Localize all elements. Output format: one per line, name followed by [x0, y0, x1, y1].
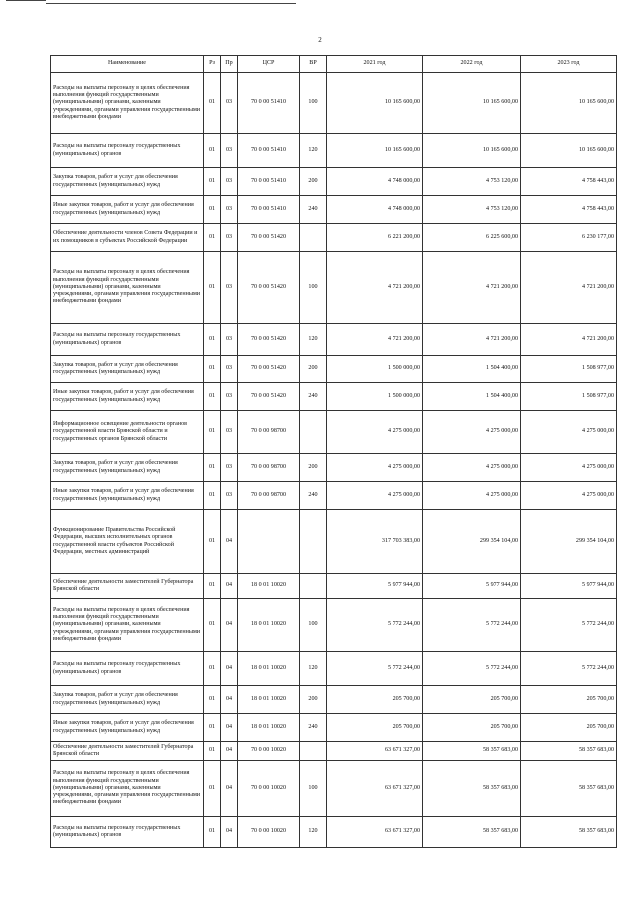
table-row [51, 510, 617, 574]
cell-y2023: 4 721 200,00 [521, 324, 617, 356]
cell-y2021: 4 748 000,00 [327, 196, 423, 224]
cell-csr: 70 0 00 51410 [238, 73, 300, 134]
cell-y2022: 1 504 400,00 [423, 356, 521, 383]
cell-vr: 200 [300, 686, 327, 714]
header-name: Наименование [51, 56, 204, 73]
cell-vr: 240 [300, 714, 327, 742]
cell-name: Закупка товаров, работ и услуг для обеспечения государственных (муниципальных) нужд [51, 686, 204, 714]
cell-name: Функционирование Правительства Российской Федерации, высших исполнительных органов государственной власти субъектов Российской Федерации, местных администраций [51, 510, 204, 574]
cell-y2023: 1 508 977,00 [521, 356, 617, 383]
cell-y2022: 5 772 244,00 [423, 652, 521, 686]
cell-csr: 70 0 00 98700 [238, 411, 300, 454]
cell-csr [238, 510, 300, 574]
cell-name: Иные закупки товаров, работ и услуг для обеспечения государственных (муниципальных) нужд [51, 383, 204, 411]
cell-csr: 18 0 01 10020 [238, 599, 300, 652]
table-row [51, 411, 617, 454]
cell-y2022: 4 721 200,00 [423, 324, 521, 356]
cell-vr: 240 [300, 196, 327, 224]
cell-y2022: 58 357 683,00 [423, 761, 521, 817]
cell-rz: 01 [204, 652, 221, 686]
cell-y2022: 4 753 120,00 [423, 196, 521, 224]
cell-vr: 240 [300, 383, 327, 411]
cell-name: Закупка товаров, работ и услуг для обеспечения государственных (муниципальных) нужд [51, 454, 204, 482]
cell-y2021: 317 703 383,00 [327, 510, 423, 574]
cell-name: Расходы на выплаты персоналу государственных (муниципальных) органов [51, 652, 204, 686]
table-row [51, 324, 617, 356]
cell-csr: 70 0 00 51420 [238, 252, 300, 324]
cell-pr: 03 [221, 356, 238, 383]
cell-y2021: 5 772 244,00 [327, 599, 423, 652]
cell-csr: 18 0 01 10020 [238, 574, 300, 599]
table-row [51, 761, 617, 817]
cell-rz: 01 [204, 714, 221, 742]
cell-rz: 01 [204, 761, 221, 817]
cell-name: Обеспечение деятельности заместителей Губернатора Брянской области [51, 742, 204, 761]
table-header-row [51, 56, 617, 73]
cell-y2021: 5 977 944,00 [327, 574, 423, 599]
cell-y2022: 4 275 000,00 [423, 454, 521, 482]
cell-csr: 70 0 00 10020 [238, 742, 300, 761]
cell-y2022: 1 504 400,00 [423, 383, 521, 411]
cell-vr [300, 411, 327, 454]
cell-pr: 03 [221, 454, 238, 482]
cell-name: Иные закупки товаров, работ и услуг для обеспечения государственных (муниципальных) нужд [51, 714, 204, 742]
cell-pr: 03 [221, 224, 238, 252]
cell-y2021: 4 721 200,00 [327, 252, 423, 324]
cell-csr: 18 0 01 10020 [238, 652, 300, 686]
cell-vr: 100 [300, 252, 327, 324]
cell-vr: 200 [300, 356, 327, 383]
cell-vr [300, 574, 327, 599]
cell-rz: 01 [204, 742, 221, 761]
cell-y2021: 4 275 000,00 [327, 454, 423, 482]
cell-y2021: 10 165 600,00 [327, 73, 423, 134]
cell-y2021: 5 772 244,00 [327, 652, 423, 686]
cell-name: Закупка товаров, работ и услуг для обеспечения государственных (муниципальных) нужд [51, 356, 204, 383]
cell-y2021: 63 671 327,00 [327, 761, 423, 817]
cell-name: Иные закупки товаров, работ и услуг для обеспечения государственных (муниципальных) нужд [51, 196, 204, 224]
cell-y2022: 4 721 200,00 [423, 252, 521, 324]
cell-y2023: 10 165 600,00 [521, 134, 617, 168]
cell-y2023: 299 354 104,00 [521, 510, 617, 574]
top-rule-left [6, 0, 46, 1]
cell-y2022: 58 357 683,00 [423, 817, 521, 848]
cell-y2021: 10 165 600,00 [327, 134, 423, 168]
cell-rz: 01 [204, 252, 221, 324]
table-row [51, 383, 617, 411]
cell-name: Расходы на выплаты персоналу в целях обеспечения выполнения функций государственными (муниципальными) органами, казенными учреждениями, органами управления государственными внебюджетными фондами [51, 599, 204, 652]
cell-rz: 01 [204, 168, 221, 196]
cell-vr: 200 [300, 168, 327, 196]
cell-y2021: 1 500 000,00 [327, 383, 423, 411]
cell-y2022: 5 977 944,00 [423, 574, 521, 599]
cell-rz: 01 [204, 383, 221, 411]
cell-y2021: 1 500 000,00 [327, 356, 423, 383]
cell-y2022: 58 357 683,00 [423, 742, 521, 761]
cell-rz: 01 [204, 73, 221, 134]
cell-y2021: 4 275 000,00 [327, 411, 423, 454]
budget-table [50, 55, 617, 848]
top-rule [46, 3, 296, 4]
cell-pr: 04 [221, 714, 238, 742]
cell-y2022: 4 753 120,00 [423, 168, 521, 196]
header-vr: ВР [300, 56, 327, 73]
cell-y2021: 6 221 200,00 [327, 224, 423, 252]
table-row [51, 224, 617, 252]
cell-y2021: 4 748 000,00 [327, 168, 423, 196]
cell-y2022: 10 165 600,00 [423, 73, 521, 134]
cell-y2022: 4 275 000,00 [423, 482, 521, 510]
cell-name: Расходы на выплаты персоналу государственных (муниципальных) органов [51, 324, 204, 356]
cell-rz: 01 [204, 686, 221, 714]
cell-y2023: 5 772 244,00 [521, 599, 617, 652]
table-row [51, 686, 617, 714]
cell-y2021: 63 671 327,00 [327, 742, 423, 761]
cell-pr: 03 [221, 482, 238, 510]
cell-y2021: 4 721 200,00 [327, 324, 423, 356]
cell-pr: 04 [221, 652, 238, 686]
header-csr: ЦСР [238, 56, 300, 73]
table-row [51, 482, 617, 510]
table-row [51, 196, 617, 224]
cell-pr: 03 [221, 73, 238, 134]
header-2021: 2021 год [327, 56, 423, 73]
cell-vr: 240 [300, 482, 327, 510]
cell-name: Иные закупки товаров, работ и услуг для обеспечения государственных (муниципальных) нужд [51, 482, 204, 510]
cell-name: Обеспечение деятельности заместителей Губернатора Брянской области [51, 574, 204, 599]
cell-vr [300, 224, 327, 252]
cell-csr: 70 0 00 10020 [238, 817, 300, 848]
cell-rz: 01 [204, 574, 221, 599]
cell-csr: 70 0 00 10020 [238, 761, 300, 817]
cell-csr: 18 0 01 10020 [238, 686, 300, 714]
cell-y2021: 205 700,00 [327, 686, 423, 714]
cell-y2022: 205 700,00 [423, 714, 521, 742]
table-row [51, 252, 617, 324]
cell-rz: 01 [204, 411, 221, 454]
cell-y2023: 4 275 000,00 [521, 482, 617, 510]
cell-rz: 01 [204, 134, 221, 168]
cell-vr [300, 510, 327, 574]
cell-rz: 01 [204, 817, 221, 848]
cell-y2023: 4 758 443,00 [521, 168, 617, 196]
cell-csr: 70 0 00 51420 [238, 383, 300, 411]
header-pr: Пр [221, 56, 238, 73]
cell-y2023: 4 758 443,00 [521, 196, 617, 224]
table-row [51, 356, 617, 383]
cell-pr: 03 [221, 168, 238, 196]
cell-y2023: 5 977 944,00 [521, 574, 617, 599]
cell-name: Расходы на выплаты персоналу в целях обеспечения выполнения функций государственными (муниципальными) органами, казенными учреждениями, органами управления государственными внебюджетными фондами [51, 761, 204, 817]
cell-y2021: 4 275 000,00 [327, 482, 423, 510]
cell-y2023: 4 275 000,00 [521, 411, 617, 454]
table-row [51, 134, 617, 168]
table-row [51, 599, 617, 652]
cell-vr [300, 742, 327, 761]
cell-vr: 100 [300, 599, 327, 652]
cell-y2023: 6 230 177,00 [521, 224, 617, 252]
cell-pr: 04 [221, 574, 238, 599]
cell-y2022: 10 165 600,00 [423, 134, 521, 168]
cell-csr: 70 0 00 51420 [238, 224, 300, 252]
cell-pr: 04 [221, 599, 238, 652]
cell-vr: 100 [300, 761, 327, 817]
cell-rz: 01 [204, 510, 221, 574]
cell-rz: 01 [204, 482, 221, 510]
cell-y2021: 205 700,00 [327, 714, 423, 742]
cell-y2022: 205 700,00 [423, 686, 521, 714]
cell-y2023: 10 165 600,00 [521, 73, 617, 134]
cell-pr: 03 [221, 134, 238, 168]
cell-pr: 03 [221, 411, 238, 454]
cell-vr: 120 [300, 134, 327, 168]
cell-y2022: 6 225 600,00 [423, 224, 521, 252]
cell-csr: 70 0 00 51410 [238, 134, 300, 168]
cell-pr: 03 [221, 252, 238, 324]
cell-y2022: 5 772 244,00 [423, 599, 521, 652]
cell-name: Расходы на выплаты персоналу в целях обеспечения выполнения функций государственными (муниципальными) органами, казенными учреждениями, органами управления государственными внебюджетными фондами [51, 252, 204, 324]
cell-pr: 04 [221, 817, 238, 848]
cell-rz: 01 [204, 324, 221, 356]
table-row [51, 454, 617, 482]
cell-y2022: 4 275 000,00 [423, 411, 521, 454]
cell-y2023: 58 357 683,00 [521, 742, 617, 761]
cell-csr: 70 0 00 51410 [238, 196, 300, 224]
cell-rz: 01 [204, 356, 221, 383]
table-row [51, 574, 617, 599]
cell-csr: 18 0 01 10020 [238, 714, 300, 742]
cell-y2023: 5 772 244,00 [521, 652, 617, 686]
cell-csr: 70 0 00 98700 [238, 482, 300, 510]
cell-y2023: 1 508 977,00 [521, 383, 617, 411]
table-row [51, 168, 617, 196]
cell-rz: 01 [204, 599, 221, 652]
cell-pr: 04 [221, 742, 238, 761]
cell-name: Расходы на выплаты персоналу в целях обеспечения выполнения функций государственными (муниципальными) органами, казенными учреждениями, органами управления государственными внебюджетными фондами [51, 73, 204, 134]
cell-vr: 120 [300, 817, 327, 848]
cell-pr: 03 [221, 196, 238, 224]
header-rz: Рз [204, 56, 221, 73]
cell-y2023: 58 357 683,00 [521, 761, 617, 817]
cell-vr: 120 [300, 324, 327, 356]
cell-csr: 70 0 00 51420 [238, 324, 300, 356]
cell-y2023: 205 700,00 [521, 686, 617, 714]
cell-name: Расходы на выплаты персоналу государственных (муниципальных) органов [51, 817, 204, 848]
header-2022: 2022 год [423, 56, 521, 73]
cell-pr: 03 [221, 383, 238, 411]
table-row [51, 652, 617, 686]
cell-csr: 70 0 00 98700 [238, 454, 300, 482]
page-number: 2 [318, 36, 322, 44]
cell-name: Информационное освещение деятельности органов государственной власти Брянской области и государственных органов Брянской области [51, 411, 204, 454]
cell-rz: 01 [204, 224, 221, 252]
cell-y2023: 4 721 200,00 [521, 252, 617, 324]
table-row [51, 73, 617, 134]
table-row [51, 742, 617, 761]
cell-pr: 04 [221, 510, 238, 574]
cell-y2021: 63 671 327,00 [327, 817, 423, 848]
header-2023: 2023 год [521, 56, 617, 73]
cell-pr: 04 [221, 761, 238, 817]
cell-y2022: 299 354 104,00 [423, 510, 521, 574]
cell-y2023: 205 700,00 [521, 714, 617, 742]
cell-rz: 01 [204, 196, 221, 224]
cell-y2023: 58 357 683,00 [521, 817, 617, 848]
table-row [51, 817, 617, 848]
cell-pr: 04 [221, 686, 238, 714]
cell-pr: 03 [221, 324, 238, 356]
cell-vr: 200 [300, 454, 327, 482]
cell-name: Обеспечение деятельности членов Совета Федерации и их помощников в субъектах Российской Федерации [51, 224, 204, 252]
cell-vr: 120 [300, 652, 327, 686]
cell-y2023: 4 275 000,00 [521, 454, 617, 482]
table-row [51, 714, 617, 742]
cell-name: Закупка товаров, работ и услуг для обеспечения государственных (муниципальных) нужд [51, 168, 204, 196]
cell-vr: 100 [300, 73, 327, 134]
cell-rz: 01 [204, 454, 221, 482]
cell-name: Расходы на выплаты персоналу государственных (муниципальных) органов [51, 134, 204, 168]
cell-csr: 70 0 00 51410 [238, 168, 300, 196]
cell-csr: 70 0 00 51420 [238, 356, 300, 383]
